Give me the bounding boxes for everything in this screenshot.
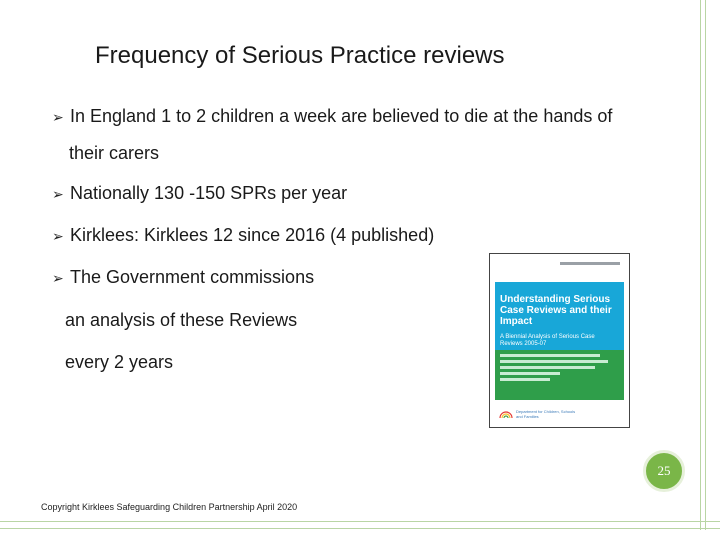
- slide-frame-bottom: [0, 521, 720, 529]
- slide-frame-right: [700, 0, 706, 530]
- arrow-bullet-icon: ➢: [52, 186, 64, 202]
- bullet-1-line-1: In England 1 to 2 children a week are believed to die at the hands of: [70, 106, 613, 126]
- report-authors-placeholder: [500, 354, 618, 384]
- bullet-4-line-2: an analysis of these Reviews: [65, 310, 298, 330]
- bullet-1-line-2: their carers: [69, 143, 160, 163]
- report-publisher: Department for Children, Schools and Families: [516, 409, 576, 419]
- slide-title: Frequency of Serious Practice reviews: [95, 42, 505, 69]
- arrow-bullet-icon: ➢: [52, 109, 64, 125]
- bullet-3-line-1: Kirklees: Kirklees 12 since 2016 (4 published): [70, 225, 435, 245]
- page-number-badge: 25: [643, 450, 685, 492]
- report-title: Understanding Serious Case Reviews and their Impact: [500, 294, 612, 327]
- report-header-strip: [560, 262, 620, 265]
- arrow-bullet-icon: ➢: [52, 270, 64, 286]
- rainbow-logo-icon: [499, 410, 513, 418]
- arrow-bullet-icon: ➢: [52, 228, 64, 244]
- copyright-footer: Copyright Kirklees Safeguarding Children Partnership April 2020: [41, 502, 298, 512]
- bullet-4-line-1: The Government commissions: [70, 267, 315, 287]
- report-subtitle: A Biennial Analysis of Serious Case Reviews 2005-07: [500, 334, 595, 347]
- bullet-4-line-3: every 2 years: [65, 352, 174, 372]
- report-cover-image: [489, 253, 630, 428]
- bullet-2-line-1: Nationally 130 -150 SPRs per year: [70, 183, 348, 203]
